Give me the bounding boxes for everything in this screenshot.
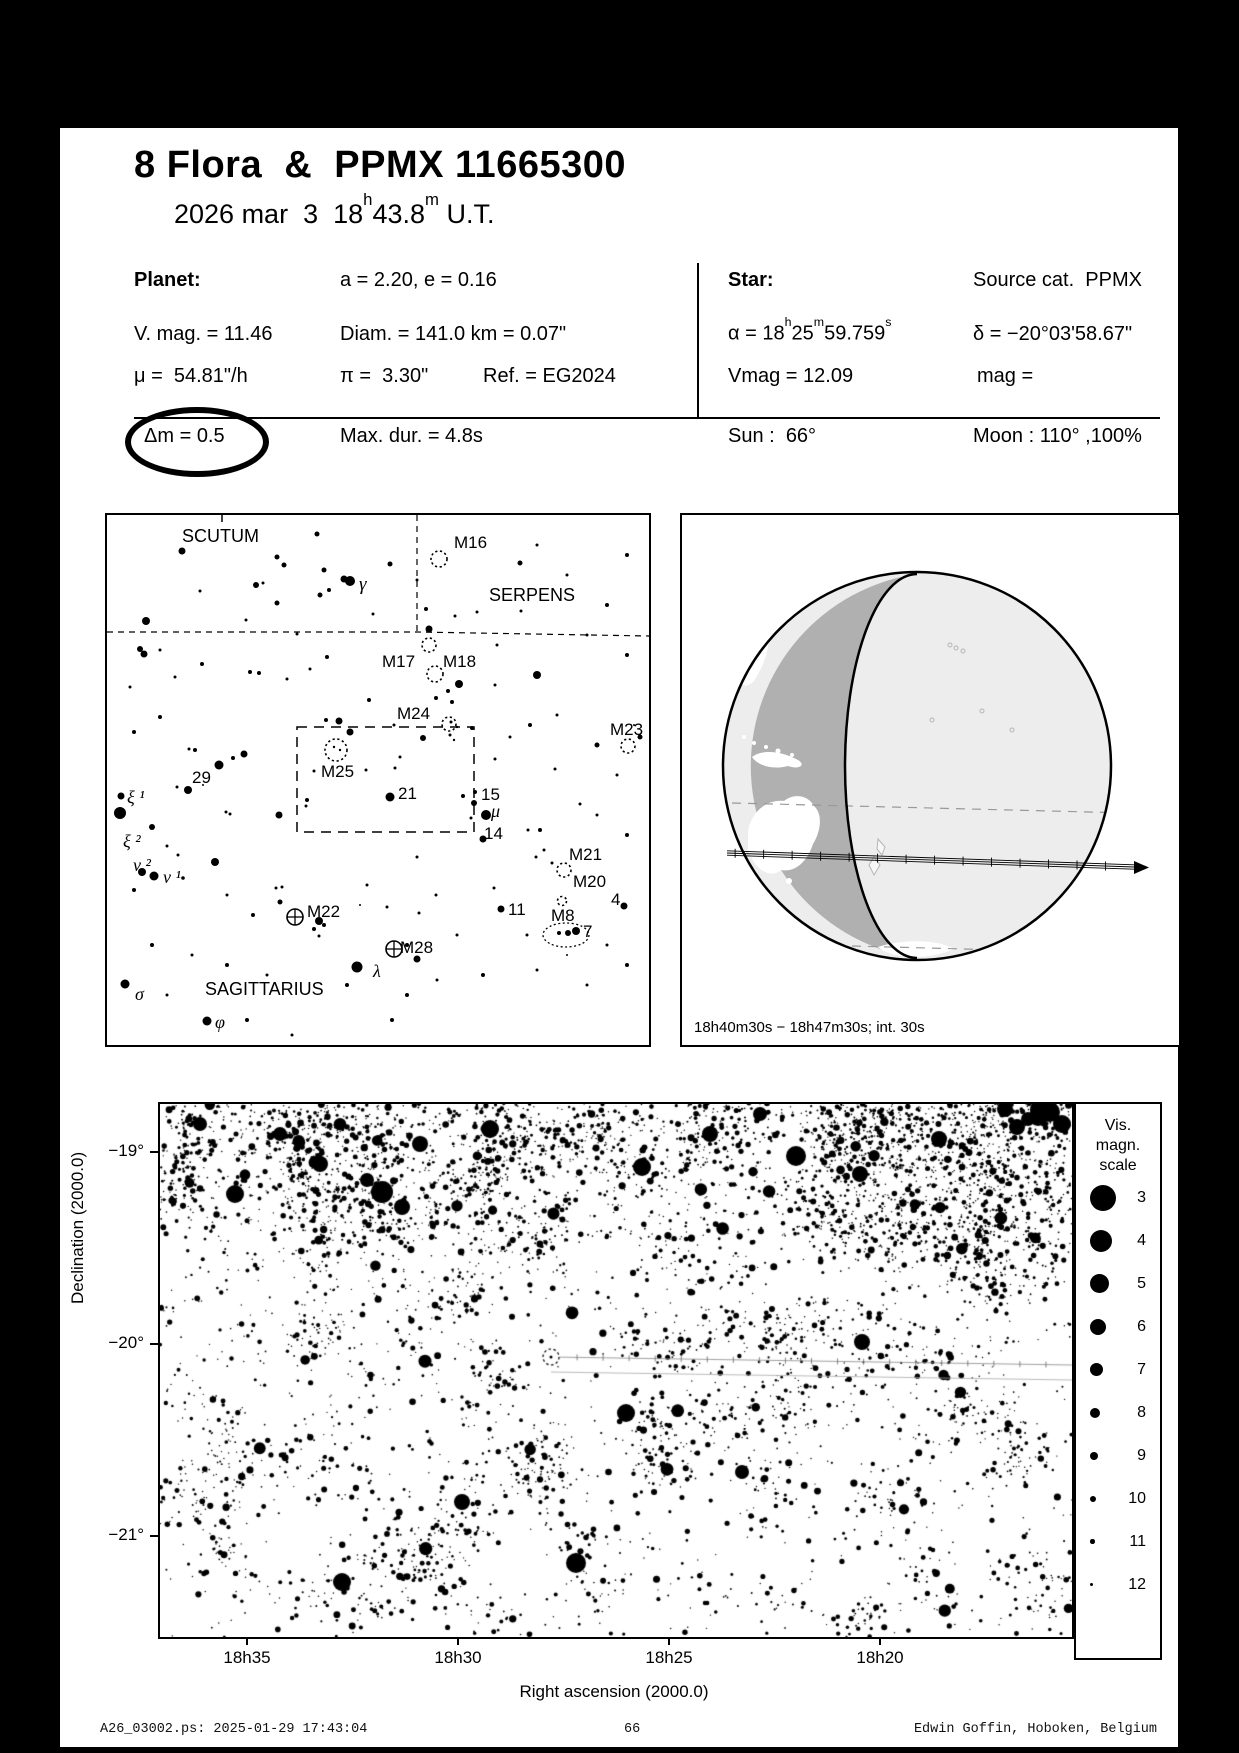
legend-item [1076,1520,1160,1563]
star-dot [225,963,229,967]
globe-panel [680,513,1181,1047]
star-dot [211,858,219,866]
magnitude-dot [1090,1319,1106,1335]
constellation-boundary-line [107,632,649,636]
star-dot [579,803,582,806]
star-dot [399,756,402,759]
finder-label: ξ ¹ [127,787,145,807]
star-dot [386,906,389,909]
magnitude-drop: Δm = 0.5 [144,425,225,447]
star-dot [336,718,343,725]
star-dot [418,912,421,915]
island-shape [776,749,781,754]
planet-orbit: a = 2.20, e = 0.16 [340,269,497,291]
star-dot [551,862,554,865]
legend-item [1076,1305,1160,1348]
star-dot [554,768,557,771]
star-field-canvas [158,1102,1074,1639]
x-axis-title: Right ascension (2000.0) [519,1682,709,1701]
star-vmag: Vmag = 12.09 [728,365,854,387]
finder-label: ξ ² [123,831,141,851]
star-dot [253,582,259,588]
legend-item [1076,1219,1160,1262]
planet-vmag: V. mag. = 11.46 [134,323,273,345]
star-dot [327,588,331,592]
magnitude-value: 10 [1128,1489,1146,1507]
star-mag: mag = [977,365,1034,387]
messier-object-circle [431,551,447,567]
finder-label: ν ² [133,855,151,875]
magnitude-value: 3 [1137,1188,1146,1206]
star-dot [566,574,569,577]
magnitude-legend [1074,1102,1162,1660]
star-field-chart [108,1102,1070,1667]
messier-object-circle [422,638,436,652]
star-dot [229,813,232,816]
magnitude-value: 4 [1137,1231,1146,1249]
star-dot [114,807,126,819]
finder-label: SERPENS [489,585,576,605]
star-dot [309,668,312,671]
star-dot [312,927,316,931]
star-dot [191,954,194,957]
star-dot [318,935,321,938]
star-dot [455,680,463,688]
finder-label: 29 [192,768,211,787]
star-dot [193,748,197,752]
x-axis-tick-label: 18h30 [434,1648,482,1667]
x-axis-tick [246,1637,248,1645]
star-dot [203,1017,212,1026]
star-dot [129,686,132,689]
star-declination: δ = −20°03'58.67" [973,323,1133,345]
magnitude-dot [1090,1274,1109,1293]
legend-title-line: magn. [1095,1137,1141,1154]
star-dot [231,756,235,760]
star-dot [266,974,269,977]
star-dot [318,593,323,598]
star-dot [200,662,204,666]
star-dot [461,794,465,798]
star-dot [324,718,328,722]
island-shape [764,745,768,749]
star-dot [494,684,497,687]
finder-label: μ [491,801,501,821]
messier-object-circle [427,666,443,682]
star-dot [305,798,309,802]
x-axis-tick-label: 18h35 [223,1648,271,1667]
star-dot [527,829,530,832]
star-dot [184,786,192,794]
star-dot [526,934,529,937]
magnitude-dot [1090,1185,1116,1211]
star-dot [493,887,496,890]
star-dot [416,579,419,582]
finder-chart [105,513,651,1047]
legend-item [1076,1176,1160,1219]
legend-item [1076,1434,1160,1477]
star-dot [149,824,155,830]
x-axis-tick-label: 18h25 [645,1648,693,1667]
star-dot [286,678,289,681]
magnitude-dot [1090,1452,1098,1460]
legend-item [1076,1262,1160,1305]
finder-label: γ [359,574,367,595]
x-axis-tick [879,1637,881,1645]
magnitude-dot [1090,1363,1103,1376]
star-dot [456,934,459,937]
star-dot [248,670,252,674]
y-axis-tick-label: −19° [108,1141,144,1160]
finder-label: SCUTUM [182,526,259,546]
star-dot [520,610,523,613]
star-dot [420,735,426,741]
finder-label: M18 [443,652,477,671]
star-dot [345,983,349,987]
planet-reference: Ref. = EG2024 [483,365,616,387]
magnitude-value: 8 [1137,1403,1146,1421]
star-dot [509,736,512,739]
star-dot [159,649,162,652]
star-dot [158,715,162,719]
x-axis-tick [457,1637,459,1645]
star-dot [365,769,368,772]
star-dot [453,739,455,741]
planet-proper-motion: μ = 54.81"/h [134,365,248,387]
star-dot [291,1034,294,1037]
finder-label: λ [373,961,381,981]
star-dot [595,743,600,748]
star-dot [275,555,280,560]
magnitude-value: 6 [1137,1317,1146,1335]
messier-object-circle [557,863,571,877]
star-dot [586,984,589,987]
star-dot [141,651,148,658]
x-axis-tick-label: 18h20 [856,1648,904,1667]
star-dot [536,544,539,547]
legend-item [1076,1477,1160,1520]
globe-caption: 18h40m30s − 18h47m30s; int. 30s [694,1019,925,1036]
finder-label: M17 [382,652,416,671]
page-title: 8 Flora & PPMX 11665300 [134,144,626,186]
star-dot [142,617,150,625]
star-dot [174,676,177,679]
star-dot [215,761,224,770]
star-dot [225,811,228,814]
legend-item [1076,1563,1160,1606]
star-dot [150,943,154,947]
star-dot [616,774,619,777]
star-dot [241,751,248,758]
star-dot [470,817,473,820]
star-dot [181,876,185,880]
event-datetime: 2026 mar 3 18$^h$43.8$^m$ U.T. [174,190,495,229]
star-dot [556,714,559,717]
finder-label: 21 [398,784,417,803]
island-shape [742,735,746,739]
magnitude-dot [1090,1408,1100,1418]
star-dot [339,749,341,751]
star-dot [347,729,354,736]
finder-label: σ [135,984,144,1004]
star-dot [166,845,169,848]
finder-label: 7 [583,922,593,941]
star-dot [405,993,409,997]
star-dot [296,633,299,636]
star-dot [535,856,538,859]
star-dot [166,994,169,997]
occultation-globe [680,513,1181,1047]
star-dot [176,786,179,789]
star-dot [572,927,580,935]
magnitude-value: 9 [1137,1446,1146,1464]
star-dot [625,553,629,557]
star-dot [596,814,599,817]
star-dot [481,810,491,820]
star-dot [435,894,438,897]
finder-label: M24 [397,704,431,723]
moon-elongation-phase: Moon : 110° ,100% [973,425,1142,447]
path-direction-arrow [1134,861,1149,874]
legend-title-line: scale [1099,1157,1137,1174]
star-dot [557,931,561,935]
star-dot [245,1018,249,1022]
star-dot [262,582,265,585]
star-dot [424,607,428,611]
magnitude-dot [1090,1230,1112,1252]
divider-vertical [697,263,699,419]
finder-label: M22 [307,902,341,921]
star-dot [586,634,589,637]
finder-label: 15 [481,785,500,804]
finder-label: M25 [321,762,355,781]
star-dot [543,849,546,852]
star-dot [199,590,202,593]
star-dot [481,973,485,977]
messier-object-circle [558,897,567,906]
finder-label: M16 [454,533,488,552]
star-dot [436,979,439,982]
star-dot [245,619,248,622]
star-dot [313,770,316,773]
star-dot [281,886,284,889]
star-dot [341,576,348,583]
star-dot [434,696,438,700]
star-dot [454,615,457,618]
star-dot [257,671,261,675]
magnitude-value: 11 [1129,1532,1146,1550]
star-dot [446,689,450,693]
star-dot [606,944,609,947]
finder-label: 14 [484,824,503,843]
star-dot [498,906,505,913]
island-shape [752,741,756,745]
star-dot [188,748,191,751]
y-axis-tick-label: −21° [108,1525,144,1544]
star-dot [393,724,396,727]
star-right-ascension: $\alpha = 18^h25^m59.759^s$ [728,315,892,345]
footer-filename-timestamp: A26_03002.ps: 2025-01-29 17:43:04 [100,1722,368,1737]
legend-item [1076,1391,1160,1434]
star-dot [352,962,363,973]
messier-object-circle [325,739,347,761]
star-dot [179,548,186,555]
star-dot [621,903,628,910]
star-dot [132,888,136,892]
star-source-catalog: Source cat. PPMX [973,269,1142,291]
document-page [60,128,1178,1747]
finder-label: 4 [611,890,621,909]
star-dot [132,730,136,734]
star-dot [394,767,397,770]
finder-label: φ [215,1012,225,1032]
star-dot [494,758,497,761]
star-dot [315,532,320,537]
planet-diameter: Diam. = 141.0 km = 0.07" [340,323,567,345]
footer-author: Edwin Goffin, Hoboken, Belgium [913,1722,1157,1737]
star-dot [282,563,287,568]
finder-label: M21 [569,845,603,864]
island-shape [790,753,794,757]
star-dot [476,611,479,614]
star-dot [533,671,541,679]
finder-label: M8 [551,906,575,925]
star-dot [470,726,474,730]
star-dot [275,601,280,606]
star-dot [333,746,335,748]
star-dot [367,698,371,702]
star-dot [322,568,327,573]
star-dot [625,833,629,837]
finder-label: M28 [400,938,434,957]
star-dot [388,562,393,567]
finder-label: ν ¹ [163,867,181,887]
star-dot [325,655,329,659]
star-dot [426,626,433,633]
finder-label: 11 [508,900,526,919]
finder-label: M23 [610,720,644,739]
divider-horizontal [134,417,1160,419]
y-axis-tick [150,1343,158,1345]
finder-chart-panel [105,513,651,1047]
star-dot [518,561,523,566]
star-dot [625,963,629,967]
messier-object-circle [621,739,635,753]
star-dot [538,828,542,832]
star-dot [450,721,453,724]
finder-label: SAGITTARIUS [205,979,324,999]
y-axis-title: Declination (2000.0) [68,1151,87,1305]
star-dot [322,923,326,927]
island-shape [786,878,792,884]
star-dot [605,603,609,607]
star-dot [449,734,452,737]
star-dot [473,790,477,794]
star-dot [496,644,499,647]
finder-label: M20 [573,872,607,891]
star-dot [278,900,283,905]
star-dot [305,805,308,808]
star-dot [536,969,539,972]
x-axis-tick [668,1637,670,1645]
star-dot [177,854,180,857]
star-dot [386,793,395,802]
magnitude-dot [1090,1496,1096,1502]
star-dot [471,800,477,806]
star-dot [366,884,369,887]
star-dot [276,812,283,819]
magnitude-dot [1090,1583,1093,1586]
star-dot [416,856,419,859]
star-dot [566,954,568,956]
max-duration: Max. dur. = 4.8s [340,425,483,447]
magnitude-value: 7 [1137,1360,1146,1378]
star-dot [372,613,375,616]
star-section-label: Star: [728,269,774,291]
star-dot [118,793,125,800]
messier-object-circle [442,717,456,731]
star-dot [450,700,454,704]
star-dot [528,723,532,727]
star-dot [226,894,229,897]
star-dot [390,1018,394,1022]
y-axis-tick [150,1151,158,1153]
legend-title-line: Vis. [1104,1117,1132,1134]
star-dot [121,980,130,989]
legend-item [1076,1348,1160,1391]
y-axis-tick-label: −20° [108,1333,144,1352]
magnitude-value: 5 [1137,1274,1146,1292]
footer-page-number: 66 [624,1722,641,1737]
planet-section-label: Planet: [134,269,201,291]
star-dot [625,653,629,657]
y-axis-tick [150,1535,158,1537]
planet-parallax: π = 3.30" [340,365,429,387]
star-dot [275,887,278,890]
magnitude-value: 12 [1128,1575,1146,1593]
star-dot [565,930,571,936]
star-dot [359,904,361,906]
star-dot [251,913,255,917]
magnitude-dot [1090,1539,1095,1544]
sun-elongation: Sun : 66° [728,425,817,447]
